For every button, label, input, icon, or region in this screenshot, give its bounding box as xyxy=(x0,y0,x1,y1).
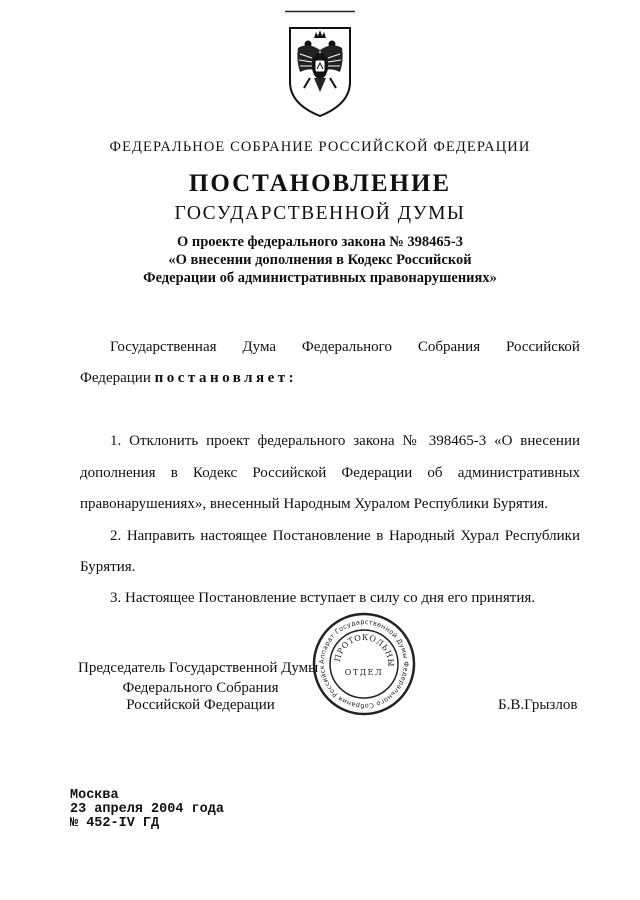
caption-line: Федерации об административных правонарушениях» xyxy=(143,270,497,286)
footer-city: Москва xyxy=(70,788,119,803)
preamble-word: Российской xyxy=(506,339,580,355)
svg-text:ПРОТОКОЛЬНЫЙ: ПРОТОКОЛЬНЫ xyxy=(332,632,396,668)
organization-name: ФЕДЕРАЛЬНОЕ СОБРАНИЕ РОССИЙСКОЙ ФЕДЕРАЦИИ xyxy=(109,139,531,155)
item-1-line: дополнения в Кодекс Российской Федерации об административных xyxy=(80,465,580,481)
caption-line: «О внесении дополнения в Кодекс Российской xyxy=(168,252,472,268)
preamble-line-2 xyxy=(80,370,580,387)
preamble-word: Дума xyxy=(242,339,277,355)
signatory-name: Б.В.Грызлов xyxy=(498,697,578,713)
caption-line: О проекте федерального закона № 398465-3 xyxy=(176,234,464,250)
preamble-text: Федерации xyxy=(80,370,151,386)
preamble-word: Федерального xyxy=(301,339,392,355)
preamble-word: Собрания xyxy=(417,339,481,355)
coat-of-arms-icon xyxy=(280,20,360,120)
document-subtitle: ГОСУДАРСТВЕННОЙ ДУМЫ xyxy=(174,203,466,224)
svg-text:ОТДЕЛ: ОТДЕЛ xyxy=(344,668,384,677)
item-2-line: 2. Направить настоящее Постановление в Народный Хурал Республики xyxy=(110,528,580,544)
signatory-position: Российской Федерации xyxy=(126,697,275,713)
item-1-line: правонарушениях», внесенный Народным Хуралом Республики Бурятия. xyxy=(80,496,549,512)
document-title: ПОСТАНОВЛЕНИЕ xyxy=(188,170,452,197)
document-caption xyxy=(0,233,640,287)
signatory-position: Федерального Собрания xyxy=(122,680,279,696)
page-top-mark xyxy=(285,0,355,3)
preamble-line-1 xyxy=(110,339,580,356)
footer-number: № 452-IV ГД xyxy=(70,816,160,831)
svg-text:Аппарат Государственной Думы Ф: Аппарат Государственной Думы Федерального Собрания Российск xyxy=(317,617,411,711)
preamble-word: Государственная xyxy=(110,339,217,355)
item-2-line: Бурятия. xyxy=(80,559,136,575)
footer-date: 23 апреля 2004 года xyxy=(70,802,224,817)
item-3-line: 3. Настоящее Постановление вступает в силу со дня его принятия. xyxy=(110,590,536,606)
item-1-line: 1. Отклонить проект федерального закона № 398465-3 «О внесении xyxy=(110,433,580,449)
official-seal-icon xyxy=(312,612,416,716)
decree-verb: постановляет: xyxy=(154,370,298,386)
signatory-position: Председатель Государственной Думы xyxy=(78,660,319,676)
